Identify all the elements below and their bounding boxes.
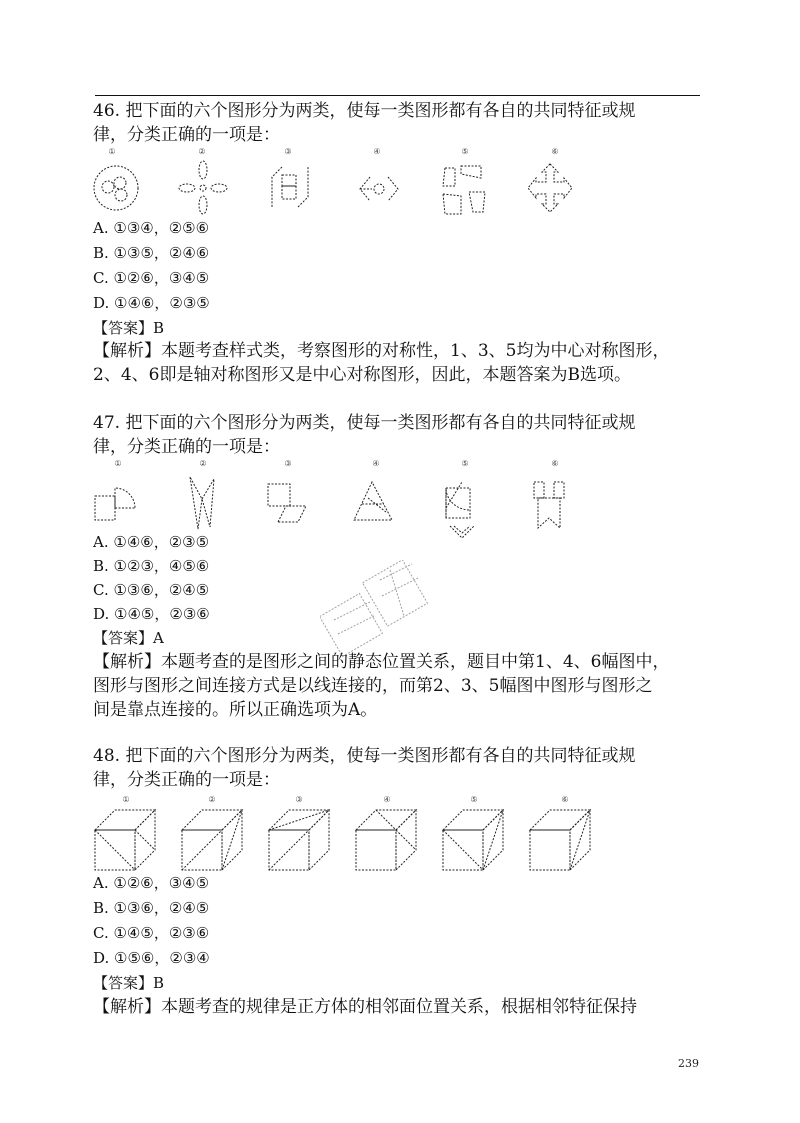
q48-stem-line1: 48. 把下面的六个图形分为两类，使每一类图形都有各自的共同特征或规 bbox=[93, 746, 636, 766]
q48-fig-number: ③ bbox=[295, 795, 303, 804]
q47-option-b: B. ①②③，④⑤⑥ bbox=[93, 557, 210, 575]
q47-figure-2 bbox=[184, 475, 220, 531]
q47-figure-4 bbox=[352, 480, 394, 522]
q46-analysis-line1: 【解析】本题考查样式类，考察图形的对称性，1、3、5均为中心对称图形， bbox=[93, 341, 670, 361]
q48-stem-line2: 律，分类正确的一项是： bbox=[93, 770, 280, 790]
q46-stem-line2: 律，分类正确的一项是： bbox=[93, 125, 280, 145]
q48-cube-6 bbox=[528, 808, 592, 872]
q47-fig-number: ⑥ bbox=[551, 459, 559, 468]
q47-figure-1 bbox=[93, 486, 141, 522]
q46-figure-2 bbox=[178, 160, 228, 215]
q47-stem-line2: 律，分类正确的一项是： bbox=[93, 437, 280, 457]
q46-figure-4 bbox=[358, 175, 402, 203]
page-number: 239 bbox=[678, 1057, 699, 1070]
q47-option-a: A. ①④⑥，②③⑤ bbox=[93, 533, 210, 551]
q48-fig-number: ⑥ bbox=[561, 795, 569, 804]
q47-option-d: D. ①④⑤，②③⑥ bbox=[93, 605, 210, 623]
q48-option-d: D. ①⑤⑥，②③④ bbox=[93, 949, 210, 967]
q47-analysis-line2: 图形与图形之间连接方式是以线连接的，而第2、3、5幅图中图形与图形之 bbox=[93, 676, 653, 696]
q46-fig-number: ② bbox=[198, 147, 206, 156]
q46-figure-3 bbox=[270, 165, 310, 210]
q47-figure-3 bbox=[266, 482, 310, 526]
q48-option-c: C. ①④⑤，②③⑥ bbox=[93, 924, 210, 942]
q48-fig-number: ⑤ bbox=[470, 795, 478, 804]
q47-analysis-line3: 间是靠点连接的。所以正确选项为A。 bbox=[93, 700, 378, 720]
q48-analysis-line1: 【解析】本题考查的规律是正方体的相邻面位置关系，根据相邻特征保持 bbox=[93, 997, 637, 1017]
q48-option-b: B. ①③⑥，②④⑤ bbox=[93, 899, 210, 917]
q46-figure-1 bbox=[92, 163, 142, 213]
q48-fig-number: ④ bbox=[383, 795, 391, 804]
q48-cube-1 bbox=[93, 808, 157, 872]
q46-option-b: B. ①③⑤，②④⑥ bbox=[93, 244, 210, 262]
q47-analysis-line1: 【解析】本题考查的是图形之间的静态位置关系，题目中第1、4、6幅图中， bbox=[93, 652, 670, 672]
q48-cube-2 bbox=[180, 808, 244, 872]
q47-fig-number: ③ bbox=[284, 459, 292, 468]
q48-option-a: A. ①②⑥，③④⑤ bbox=[93, 874, 210, 892]
q46-fig-number: ⑤ bbox=[461, 147, 469, 156]
q47-figure-6 bbox=[530, 480, 570, 532]
q46-option-c: C. ①②⑥，③④⑤ bbox=[93, 269, 210, 287]
q46-fig-number: ① bbox=[108, 147, 116, 156]
watermark-stamp bbox=[320, 560, 440, 674]
q47-answer: 【答案】A bbox=[93, 629, 164, 647]
q48-answer: 【答案】B bbox=[93, 974, 165, 992]
q46-option-a: A. ①③④，②⑤⑥ bbox=[93, 219, 210, 237]
q46-fig-number: ③ bbox=[284, 147, 292, 156]
q48-fig-number: ① bbox=[122, 795, 130, 804]
q47-figure-5 bbox=[442, 478, 482, 544]
q47-fig-number: ① bbox=[114, 459, 122, 468]
q48-cube-4 bbox=[354, 808, 418, 872]
q46-fig-number: ④ bbox=[373, 147, 381, 156]
header-rule bbox=[95, 95, 700, 96]
q47-fig-number: ④ bbox=[372, 459, 380, 468]
q47-option-c: C. ①③⑥，②④⑤ bbox=[93, 581, 210, 599]
q47-stem-line1: 47. 把下面的六个图形分为两类，使每一类图形都有各自的共同特征或规 bbox=[93, 413, 636, 433]
q46-answer: 【答案】B bbox=[93, 319, 165, 337]
q46-figure-5 bbox=[439, 164, 489, 216]
q47-fig-number: ② bbox=[199, 459, 207, 468]
q48-cube-3 bbox=[267, 808, 331, 872]
q47-fig-number: ⑤ bbox=[461, 459, 469, 468]
q46-stem-line1: 46. 把下面的六个图形分为两类，使每一类图形都有各自的共同特征或规 bbox=[93, 101, 636, 121]
q46-analysis-line2: 2、4、6即是轴对称图形又是中心对称图形，因此，本题答案为B选项。 bbox=[93, 365, 631, 385]
q48-fig-number: ② bbox=[208, 795, 216, 804]
q48-cube-5 bbox=[441, 808, 505, 872]
q46-figure-6 bbox=[524, 162, 576, 214]
q46-option-d: D. ①④⑥，②③⑤ bbox=[93, 294, 210, 312]
q46-fig-number: ⑥ bbox=[551, 147, 559, 156]
